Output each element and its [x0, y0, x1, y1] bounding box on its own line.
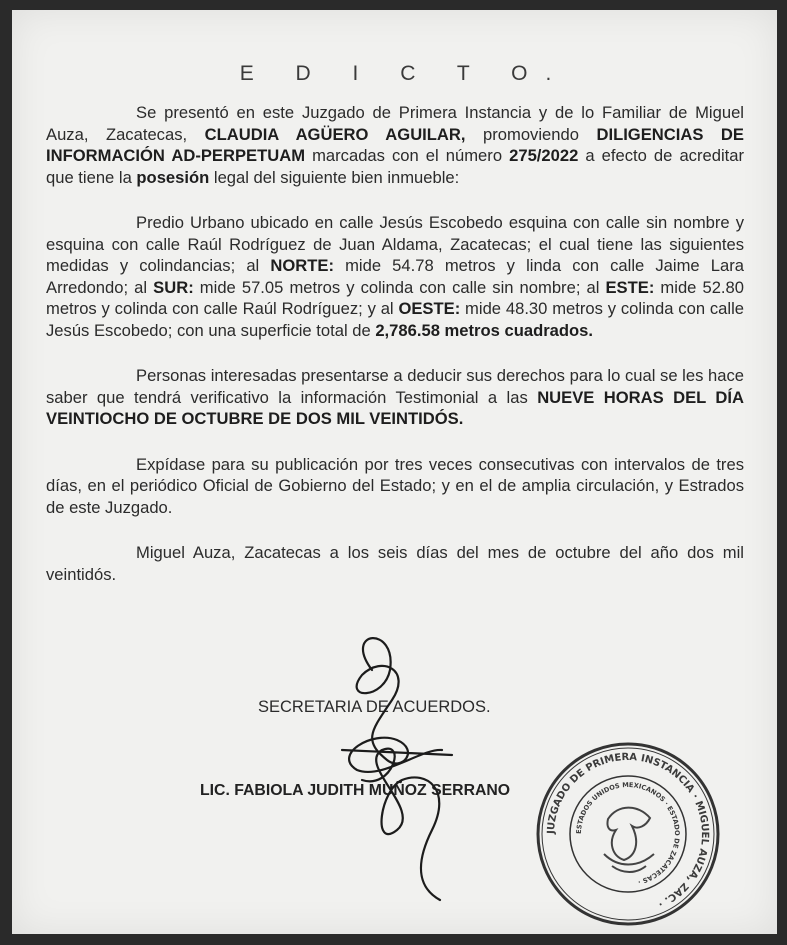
- seal-outer-text: JUZGADO DE PRIMERA INSTANCIA · MIGUEL AUZA, ZAC. ·: [545, 751, 711, 910]
- secretaria-label: SECRETARIA DE ACUERDOS.: [258, 698, 491, 716]
- paragraph-place-date: Miguel Auza, Zacatecas a los seis días del mes de octubre del año dos mil veintidós.: [46, 543, 744, 584]
- hearing-date: NUEVE HORAS DEL DÍA VEINTIOCHO DE OCTUBRE DE DOS MIL VEINTIDÓS.: [46, 387, 744, 428]
- paragraph-property: Predio Urbano ubicado en calle Jesús Escobedo esquina con calle sin nombre y esquina con calle Raúl Rodríguez de Juan Aldama, Zacatecas; el cual tiene las siguientes medidas y colindancias; al NORTE: mide 54.78 metros y linda con calle Jaime Lara Arredondo; al SUR: mide 57.05 metros y colinda con calle sin nombre; al ESTE: mide 52.80 metros y colinda con calle Raúl Rodríguez; y al OESTE: mide 48.30 metros y colinda con calle Jesús Escobedo; con una superficie total de 2,786.58 metros cuadrados.: [46, 213, 744, 340]
- paragraph-publication: Expídase para su publicación por tres veces consecutivas con intervalos de tres días, en el periódico Oficial de Gobierno del Estado; y en el de amplia circulación, y Estrados de este Juzgado.: [46, 454, 744, 517]
- coat-of-arms-icon: [604, 808, 654, 872]
- paragraph-interested: Personas interesadas presentarse a deducir sus derechos para lo cual se les hace saber que tendrá verificativo la información Testimonial a las NUEVE HORAS DEL DÍA VEINTIOCHO DE OCTUBRE DE DOS MIL VEINTIDÓS.: [46, 366, 744, 428]
- document-page: [12, 10, 777, 934]
- svg-text:ESTADOS UNIDOS MEXICANOS · EST: [575, 781, 681, 886]
- paragraph-presentation: Se presentó en este Juzgado de Primera Instancia y de lo Familiar de Miguel Auza, Zacatecas, CLAUDIA AGÜERO AGUILAR, promoviendo DILIGENCIAS DE INFORMACIÓN AD-PERPETUAM marcadas con el número 275/2022 a efecto de acreditar que tiene la posesión legal del siguiente bien inmueble:: [46, 103, 744, 187]
- signer-name: LIC. FABIOLA JUDITH MUÑOZ SERRANO: [200, 782, 511, 799]
- document-body: [46, 102, 744, 609]
- promovente-name: CLAUDIA AGÜERO AGUILAR,: [204, 124, 466, 144]
- case-number: 275/2022: [509, 146, 579, 165]
- total-area: 2,786.58 metros cuadrados.: [375, 320, 593, 340]
- handwritten-signature: [302, 630, 472, 910]
- seal-inner-text: ESTADOS UNIDOS MEXICANOS · ESTADO DE ZACATECAS ·: [574, 780, 682, 886]
- diligencias-label: DILIGENCIAS DE INFORMACIÓN AD-PERPETUAM: [46, 124, 744, 165]
- court-seal: [528, 734, 728, 934]
- document-title: E D I C T O.: [239, 62, 570, 85]
